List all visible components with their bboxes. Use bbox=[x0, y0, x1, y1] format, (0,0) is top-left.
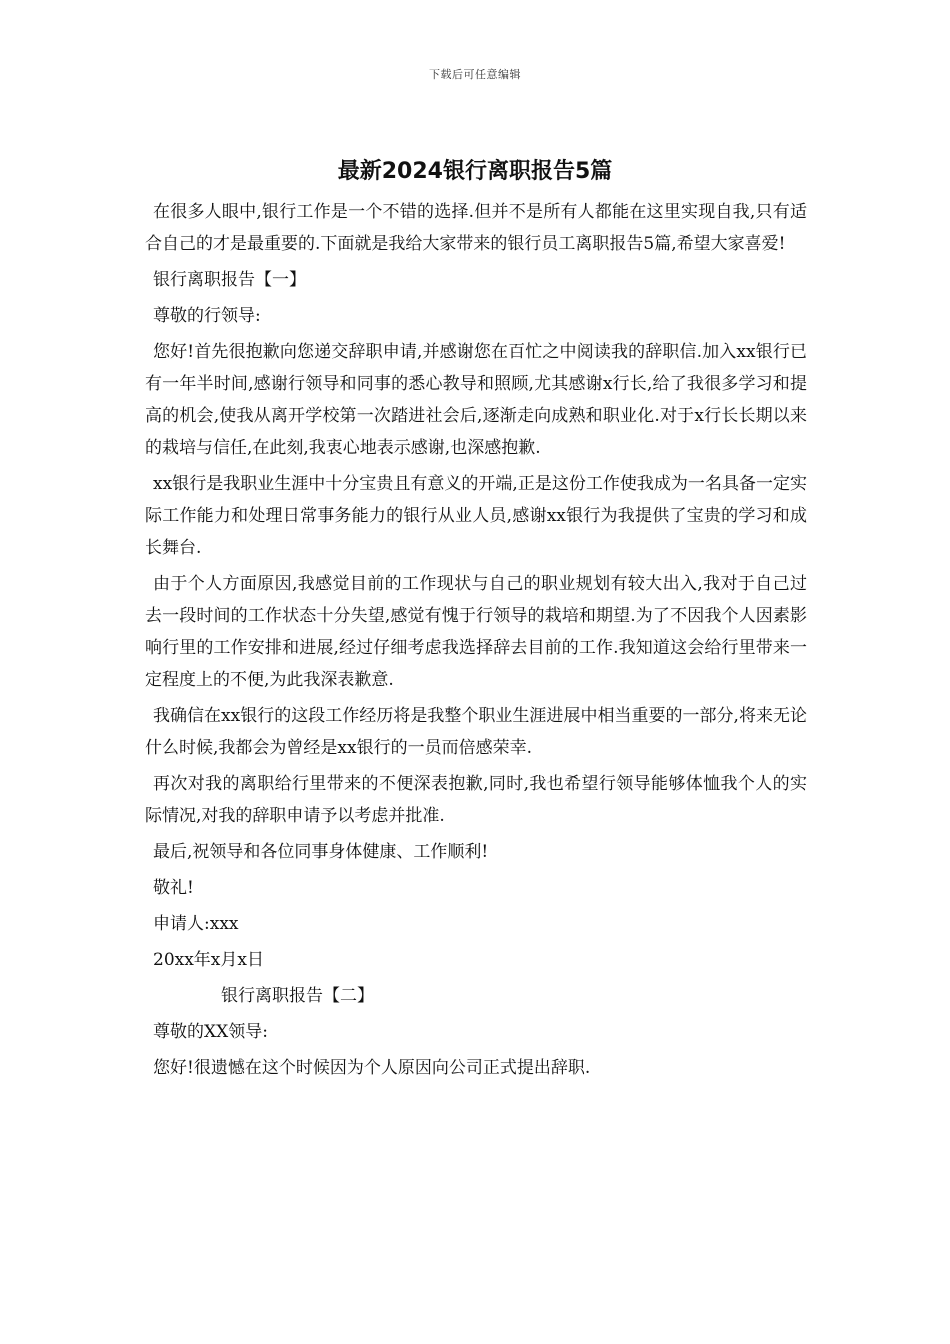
document-title: 最新2024银行离职报告5篇 bbox=[337, 159, 613, 184]
closing-salute: 敬礼! bbox=[153, 878, 194, 898]
intro-paragraph: 在很多人眼中,银行工作是一个不错的选择.但并不是所有人都能在这里实现自我,只有适合自己的才是最重要的.下面就是我给大家带来的银行员工离职报告5篇,希望大家喜爱! bbox=[145, 202, 807, 254]
body-paragraph: 您好!首先很抱歉向您递交辞职申请,并感谢您在百忙之中阅读我的辞职信.加入xx银行已有一年半时间,感谢行领导和同事的悉心教导和照顾,尤其感谢x行长,给了我很多学习和提高的机会,使我从离开学校第一次踏进社会后,逐渐走向成熟和职业化.对于x行长长期以来的栽培与信任,在此刻,我衷心地表示感谢,也深感抱歉. bbox=[145, 342, 807, 458]
date-line: 20xx年x月x日 bbox=[153, 950, 264, 970]
body-paragraph: xx银行是我职业生涯中十分宝贵且有意义的开端,正是这份工作使我成为一名具备一定实际工作能力和处理日常事务能力的银行从业人员,感谢xx银行为我提供了宝贵的学习和成长舞台. bbox=[145, 474, 807, 558]
section-heading-2: 银行离职报告【二】 bbox=[221, 986, 374, 1006]
salutation: 尊敬的行领导: bbox=[153, 306, 261, 326]
applicant-line: 申请人:xxx bbox=[153, 914, 239, 934]
closing-wish: 最后,祝领导和各位同事身体健康、工作顺利! bbox=[153, 842, 489, 862]
body-paragraph: 由于个人方面原因,我感觉目前的工作现状与自己的职业规划有较大出入,我对于自己过去一段时间的工作状态十分失望,感觉有愧于行领导的栽培和期望.为了不因我个人因素影响行里的工作安排和进展,经过仔细考虑我选择辞去目前的工作.我知道这会给行里带来一定程度上的不便,为此我深表歉意. bbox=[145, 574, 807, 690]
body-paragraph: 您好!很遗憾在这个时候因为个人原因向公司正式提出辞职. bbox=[153, 1058, 591, 1078]
body-paragraph: 再次对我的离职给行里带来的不便深表抱歉,同时,我也希望行领导能够体恤我个人的实际情况,对我的辞职申请予以考虑并批准. bbox=[145, 774, 807, 826]
section-heading-1: 银行离职报告【一】 bbox=[153, 270, 306, 290]
page-header-note: 下载后可任意编辑 bbox=[429, 68, 521, 81]
salutation: 尊敬的XX领导: bbox=[153, 1022, 268, 1042]
document-body bbox=[145, 196, 807, 1088]
body-paragraph: 我确信在xx银行的这段工作经历将是我整个职业生涯进展中相当重要的一部分,将来无论什么时候,我都会为曾经是xx银行的一员而倍感荣幸. bbox=[145, 706, 807, 758]
